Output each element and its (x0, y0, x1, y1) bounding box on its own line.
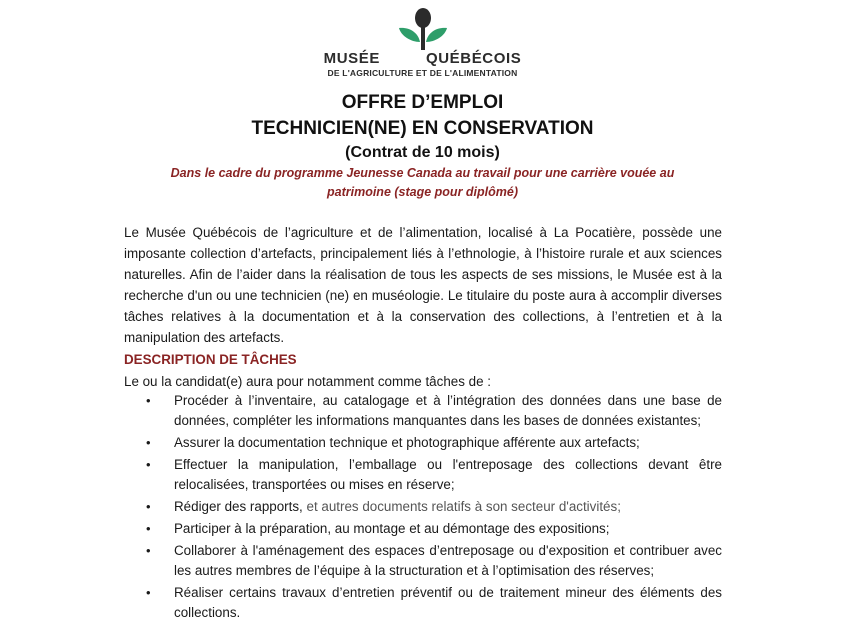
list-item (124, 519, 722, 539)
task-text: Rédiger des rapports, (174, 499, 303, 514)
bullet-icon: • (146, 521, 151, 536)
list-item (124, 497, 722, 517)
logo-tagline: DE L'AGRICULTURE ET DE L'ALIMENTATION (327, 68, 518, 78)
task-text-suffix: et autres documents relatifs à son secteur d'activités; (302, 499, 621, 514)
job-title: TECHNICIEN(NE) EN CONSERVATION (251, 118, 594, 139)
logo-word-quebecois: QUÉBÉCOIS (425, 50, 522, 67)
bullet-icon: • (146, 435, 151, 450)
list-item (124, 541, 722, 581)
task-text: Collaborer à l'aménagement des espaces d’entreposage ou d'exposition et contribuer avec les autres membres de l’équipe à la structuration et à l’optimisation des réserves; (174, 543, 722, 578)
museum-logo (0, 8, 845, 80)
title-block (0, 90, 845, 202)
task-text: Participer à la préparation, au montage et au démontage des expositions; (174, 521, 610, 536)
logo-brand-name (0, 50, 845, 67)
bullet-icon: • (146, 457, 151, 472)
tasks-section-heading: DESCRIPTION DE TÂCHES (124, 352, 297, 367)
page-title: OFFRE D’EMPLOI (341, 92, 504, 113)
bullet-icon: • (146, 585, 151, 600)
contract-duration: (Contrat de 10 mois) (345, 144, 500, 161)
spoon-sprout-icon (389, 8, 457, 52)
bullet-icon: • (146, 543, 151, 558)
bullet-icon: • (146, 393, 151, 408)
task-text: Réaliser certains travaux d’entretien préventif ou de traitement mineur des éléments des collections. (174, 585, 722, 620)
task-text: Procéder à l’inventaire, au catalogage et à l’intégration des données dans une base de données, compléter les informations manquantes dans les bases de données existantes; (174, 393, 722, 428)
bullet-icon: • (146, 499, 151, 514)
task-text: Assurer la documentation technique et photographique afférente aux artefacts; (174, 435, 640, 450)
list-item (124, 583, 722, 623)
list-item (124, 433, 722, 453)
task-text: Effectuer la manipulation, l’emballage ou l'entreposage des collections devant être relocalisées, transportées ou mises en réserve; (174, 457, 722, 492)
program-note: Dans le cadre du programme Jeunesse Canada au travail pour une carrière vouée au patrimoine (stage pour diplômé) (170, 166, 675, 199)
list-item (124, 391, 722, 431)
tasks-lead-text: Le ou la candidat(e) aura pour notamment comme tâches de : (124, 374, 491, 389)
tasks-list (124, 391, 722, 625)
intro-paragraph: Le Musée Québécois de l’agriculture et de l’alimentation, localisé à La Pocatière, possède une imposante collection d’artefacts, principalement liés à l’ethnologie, à l’histoire rurale et aux sciences naturelles. Afin de l’aider dans la réalisation de tous les aspects de ses missions, le Musée est à la recherche d'un ou une technicien (ne) en muséologie. Le titulaire du poste aura à accomplir diverses tâches relatives à la documentation et à la conservation des collections, à l’entretien et à la manipulation des artefacts. (124, 225, 722, 345)
list-item (124, 455, 722, 495)
logo-word-musee: MUSÉE (323, 50, 380, 67)
